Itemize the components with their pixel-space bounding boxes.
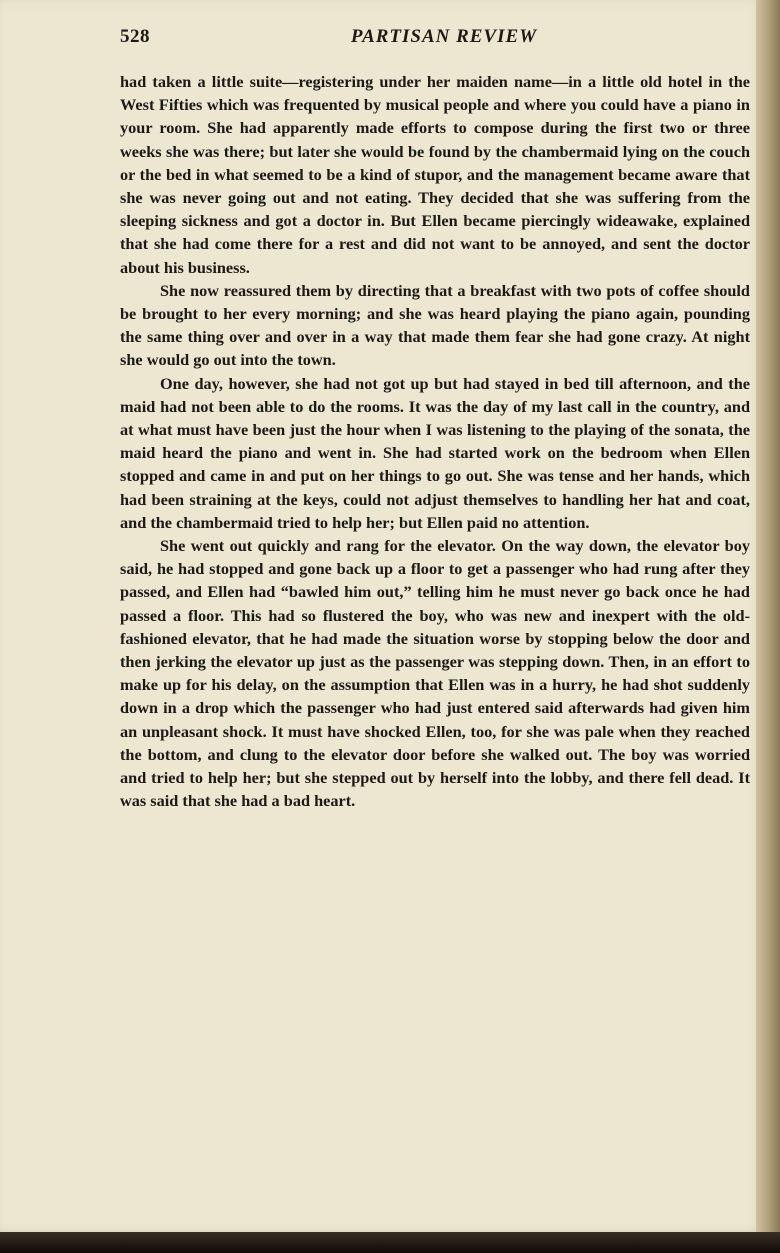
page-number: 528 — [120, 26, 150, 47]
book-spine-edge — [756, 0, 780, 1238]
page-header — [120, 22, 750, 52]
paragraph-2: She now reassured them by directing that a breakfast with two pots of coffee should be brought to her every morning; and she was heard playing the piano again, pounding the same thing over and over in a way that made them fear she had gone crazy. At night she would go out into the town. — [120, 280, 750, 370]
paragraph-3: One day, however, she had not got up but had stayed in bed till afternoon, and the maid had not been able to do the rooms. It was the day of my last call in the country, and at what must have been just the hour when I was listening to the playing of the sonata, the maid heard the piano and went in. She had started work on the bedroom when Ellen stopped and came in and put on her things to go out. She was tense and her hands, which had been straining at the keys, could not adjust themselves to handling her hat and coat, and the chambermaid tried to help her; but Ellen paid no attention. — [120, 373, 750, 532]
running-head: PARTISAN REVIEW — [350, 26, 538, 47]
body-text — [120, 70, 750, 813]
paragraph-1: had taken a little suite—registering under her maiden name—in a little old hotel in the West Fifties which was frequented by musical people and where you could have a piano in your room. She had apparently made efforts to compose during the first two or three weeks she was there; but later she would be found by the chambermaid lying on the couch or the bed in what seemed to be a kind of stupor, and the management became aware that she was never going out and not eating. They decided that she was suffering from the sleeping sickness and got a doctor in. But Ellen became piercingly wideawake, explained that she had come there for a rest and did not want to be annoyed, and sent the doctor about his business. — [120, 72, 750, 277]
paragraph-4: She went out quickly and rang for the elevator. On the way down, the elevator boy said, he had stopped and gone back up a floor to get a passenger who had rung after they passed, and Ellen had “bawled him out,” telling him he must never go back once he had passed a floor. This had so flustered the boy, who was new and inexpert with the old-fashioned elevator, that he had made the situation worse by stopping below the door and then jerking the elevator up just as the passenger was stepping down. Then, in an effort to make up for his delay, on the assumption that Ellen was in a hurry, he had shot suddenly down in a drop which the passenger who had just entered said afterwards had given him an unpleasant shock. It must have shocked Ellen, too, for she was pale when they reached the bottom, and clung to the elevator door before she walked out. The boy was worried and tried to help her; but she stepped out by herself into the lobby, and there fell dead. It was said that she had a bad heart. — [120, 536, 750, 811]
page-bottom-edge — [0, 1232, 780, 1253]
